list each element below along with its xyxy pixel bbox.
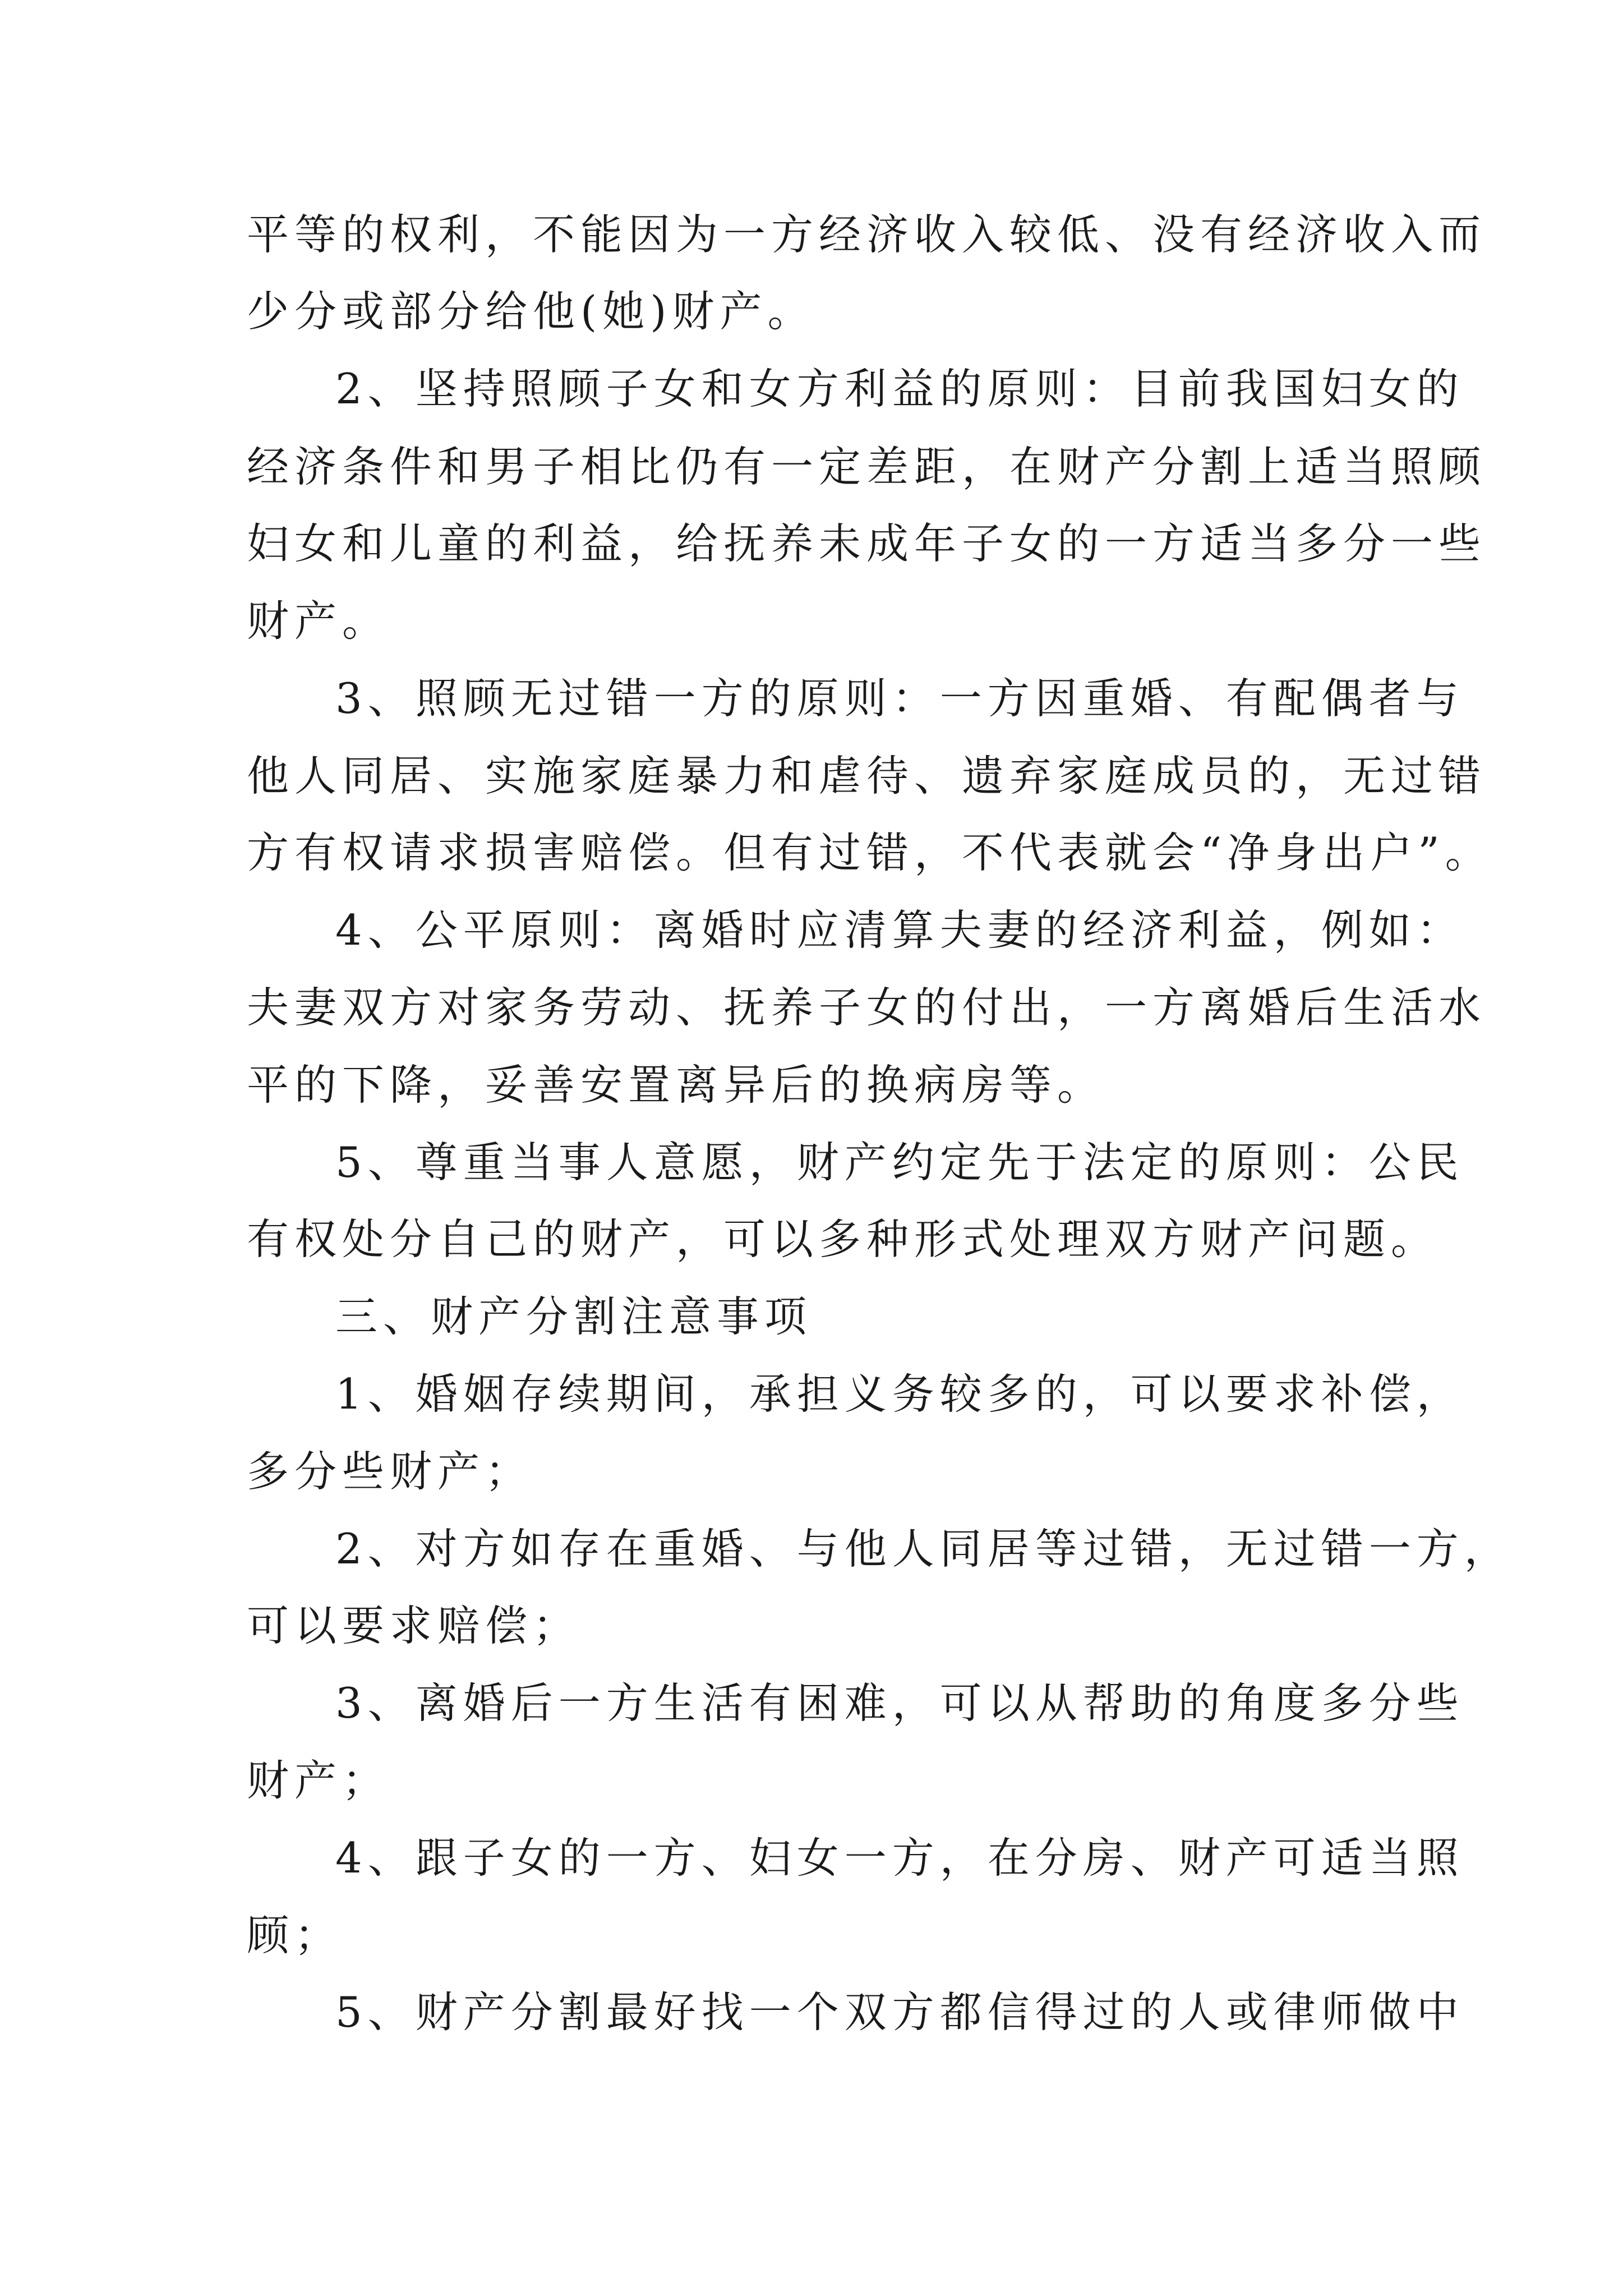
text-line: 平等的权利，不能因为一方经济收入较低、没有经济收入而	[247, 210, 1487, 259]
text-line: 2、对方如存在重婚、与他人同居等过错，无过错一方，	[335, 1524, 1512, 1573]
text-line: 他人同居、实施家庭暴力和虐待、遗弃家庭成员的，无过错	[247, 751, 1487, 800]
text-line: 少分或部分给他(她)财产。	[247, 287, 815, 336]
text-line: 多分些财产；	[247, 1447, 533, 1496]
text-line: 可以要求赔偿；	[247, 1601, 581, 1650]
text-line: 夫妻双方对家务劳动、抚养子女的付出，一方离婚后生活水	[247, 983, 1487, 1032]
text-line: 4、公平原则：离婚时应清算夫妻的经济利益，例如：	[335, 905, 1464, 955]
text-line: 财产。	[247, 596, 390, 646]
section-heading: 三、财产分割注意事项	[335, 1292, 813, 1341]
text-line: 1、婚姻存续期间，承担义务较多的，可以要求补偿，	[335, 1369, 1464, 1419]
text-line: 5、财产分割最好找一个双方都信得过的人或律师做中	[335, 1987, 1464, 2037]
text-line: 2、坚持照顾子女和女方利益的原则：目前我国妇女的	[335, 364, 1464, 413]
text-line: 妇女和儿童的利益，给抚养未成年子女的一方适当多分一些	[247, 519, 1487, 568]
text-line: 5、尊重当事人意愿，财产约定先于法定的原则：公民	[335, 1138, 1464, 1187]
text-line: 3、离婚后一方生活有困难，可以从帮助的角度多分些	[335, 1678, 1464, 1728]
text-line: 顾；	[247, 1911, 343, 1960]
text-line: 经济条件和男子相比仍有一定差距，在财产分割上适当照顾	[247, 442, 1487, 491]
text-line: 平的下降，妥善安置离异后的换病房等。	[247, 1060, 1105, 1110]
text-line: 4、跟子女的一方、妇女一方，在分房、财产可适当照	[335, 1833, 1464, 1883]
text-line: 财产；	[247, 1756, 390, 1805]
text-line: 方有权请求损害赔偿。但有过错，不代表就会“净身出户”。	[247, 828, 1493, 877]
text-line: 有权处分自己的财产，可以多种形式处理双方财产问题。	[247, 1214, 1439, 1264]
text-line: 3、照顾无过错一方的原则：一方因重婚、有配偶者与	[335, 674, 1464, 723]
